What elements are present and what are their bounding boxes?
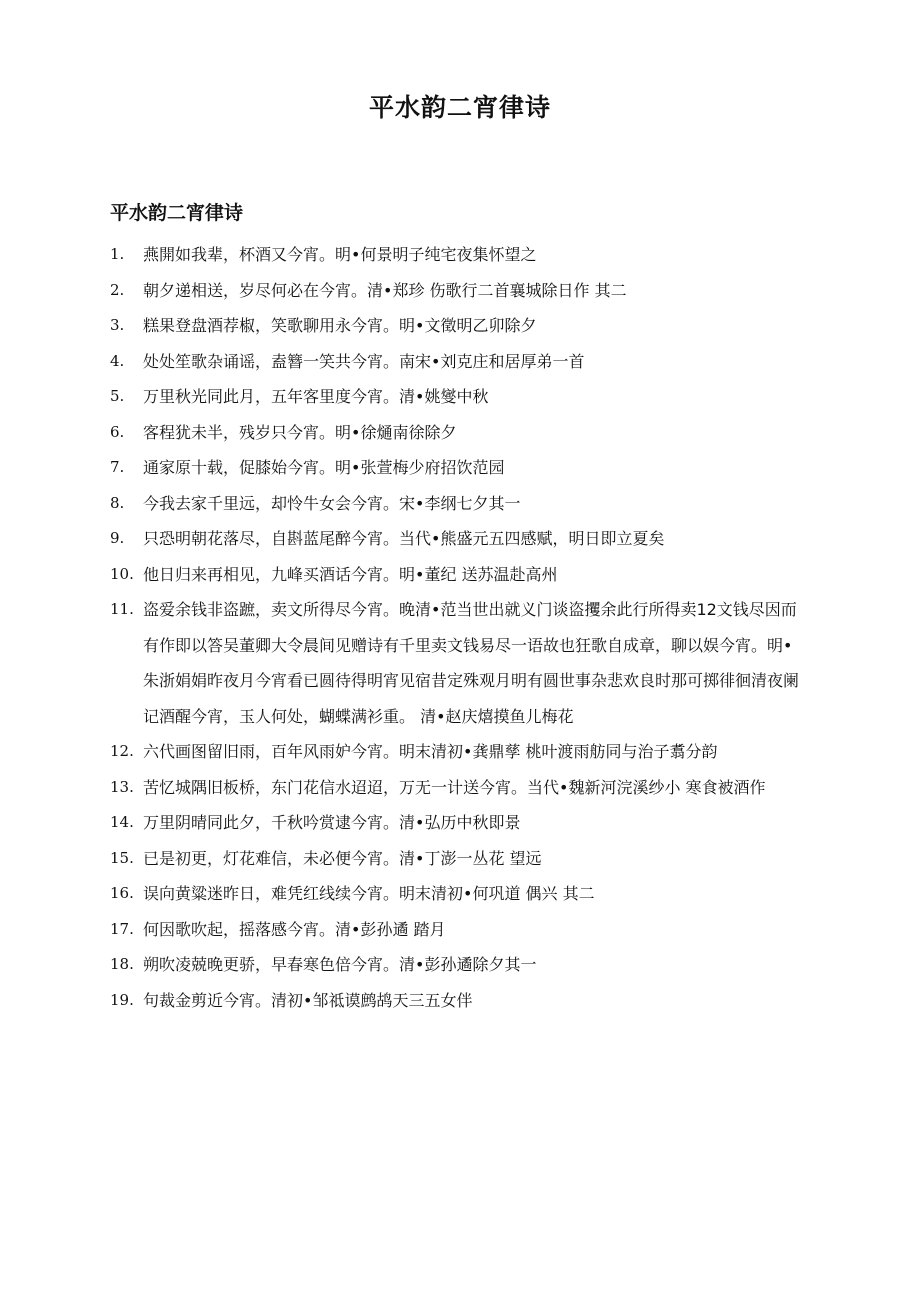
item-number: 5. — [110, 387, 125, 405]
list-item — [110, 557, 800, 593]
list-item — [110, 308, 800, 344]
list-item — [110, 770, 800, 806]
item-number: 12. — [110, 742, 134, 760]
item-number: 9. — [110, 529, 125, 547]
item-text: 燕開如我辈，杯酒又今宵。明•何景明子纯宅夜集怀望之 — [143, 245, 537, 264]
item-number: 18. — [110, 955, 134, 973]
list-item — [110, 734, 800, 770]
list-item — [110, 805, 800, 841]
item-text: 万里阴晴同此夕，千秋吟赏逮今宵。清•弘历中秋即景 — [143, 813, 521, 832]
item-number: 15. — [110, 848, 134, 867]
item-text: 误向黄粱迷昨日，难凭红线续今宵。明末清初•何巩道 偶兴 其二 — [143, 884, 595, 903]
item-text: 他日归来再相见，九峰买酒话今宵。明•董纪 送苏温赴高州 — [143, 564, 558, 584]
list-item — [110, 344, 800, 380]
list-item — [110, 912, 800, 948]
item-text: 糕果登盘酒荐椒，笑歌聊用永今宵。明•文徵明乙卯除夕 — [143, 316, 537, 335]
item-number: 10. — [110, 564, 134, 583]
item-text: 六代画图留旧雨，百年风雨妒今宵。明末清初•龚鼎孳 桃叶渡雨舫同与治子翥分韵 — [143, 742, 718, 761]
list-item — [110, 237, 800, 273]
list-item — [110, 415, 800, 451]
item-number: 14. — [110, 813, 134, 831]
item-number: 1. — [110, 245, 125, 263]
list-item — [110, 521, 800, 557]
item-number: 3. — [110, 316, 125, 334]
item-number: 13. — [110, 777, 134, 796]
item-text: 盗爱余钱非盗蹠，卖文所得尽今宵。晚清•范当世出就义门谈盗攫余此行所得卖12文钱尽因而有作即以答吴董卿大令晨间见赠诗有千里卖文钱易尽一语故也狂歌自成章，聊以娱今宵。明•朱浙娟娟昨夜月今宵看已圆待得明宵见宿昔定殊观月明有圆世事杂悲欢良时那可掷徘徊清夜阑记酒醒今宵，玉人何处，蝴蝶满衫重。 清•赵庆熺摸鱼儿梅花 — [143, 600, 800, 726]
list-item — [110, 841, 800, 877]
item-number: 4. — [110, 351, 125, 370]
item-number: 19. — [110, 990, 134, 1009]
list-item — [110, 876, 800, 912]
item-text: 句裁金剪近今宵。清初•邹祗谟鹧鸪天三五女伴 — [143, 990, 473, 1010]
item-text: 只恐明朝花落尽，自斟蓝尾醉今宵。当代•熊盛元五四感赋，明日即立夏矣 — [143, 529, 665, 548]
item-number: 2. — [110, 280, 125, 299]
item-text: 今我去家千里远，却怜牛女会今宵。宋•李纲七夕其一 — [143, 493, 521, 513]
item-text: 朝夕递相送，岁尽何必在今宵。清•郑珍 伤歌行二首襄城除日作 其二 — [143, 280, 627, 300]
list-item — [110, 450, 800, 486]
list-item — [110, 379, 800, 415]
list-item — [110, 273, 800, 309]
item-number: 17. — [110, 919, 134, 938]
item-text: 万里秋光同此月，五年客里度今宵。清•姚燮中秋 — [143, 387, 489, 406]
item-text: 通家原十载，促膝始今宵。明•张萱梅少府招饮范园 — [143, 458, 505, 477]
page-title: 平水韵二宵律诗 — [368, 93, 551, 122]
item-number: 8. — [110, 493, 125, 512]
item-number: 6. — [110, 422, 125, 441]
item-number: 7. — [110, 458, 125, 476]
item-text: 客程犹未半，残岁只今宵。明•徐熥南徐除夕 — [143, 422, 457, 442]
list-item — [110, 947, 800, 983]
item-text: 苦忆城隅旧板桥，东门花信水迢迢，万无一计送今宵。当代•魏新河浣溪纱小 寒食被酒作 — [143, 777, 766, 797]
item-text: 处处笙歌杂诵谣，盍簪一笑共今宵。南宋•刘克庄和居厚弟一首 — [143, 351, 585, 371]
item-text: 何因歌吹起，摇落感今宵。清•彭孙遹 踏月 — [143, 919, 446, 939]
list-item — [110, 486, 800, 522]
item-number: 11. — [110, 600, 134, 618]
item-number: 16. — [110, 884, 134, 902]
item-text: 朔吹凌兢晚更骄，早春寒色倍今宵。清•彭孙遹除夕其一 — [143, 955, 537, 974]
item-text: 已是初更，灯花难信，未必便今宵。清•丁澎一丛花 望远 — [143, 848, 542, 868]
section-title: 平水韵二宵律诗 — [110, 202, 244, 224]
poem-list — [110, 237, 800, 1018]
list-item — [110, 983, 800, 1019]
list-item — [110, 592, 800, 734]
